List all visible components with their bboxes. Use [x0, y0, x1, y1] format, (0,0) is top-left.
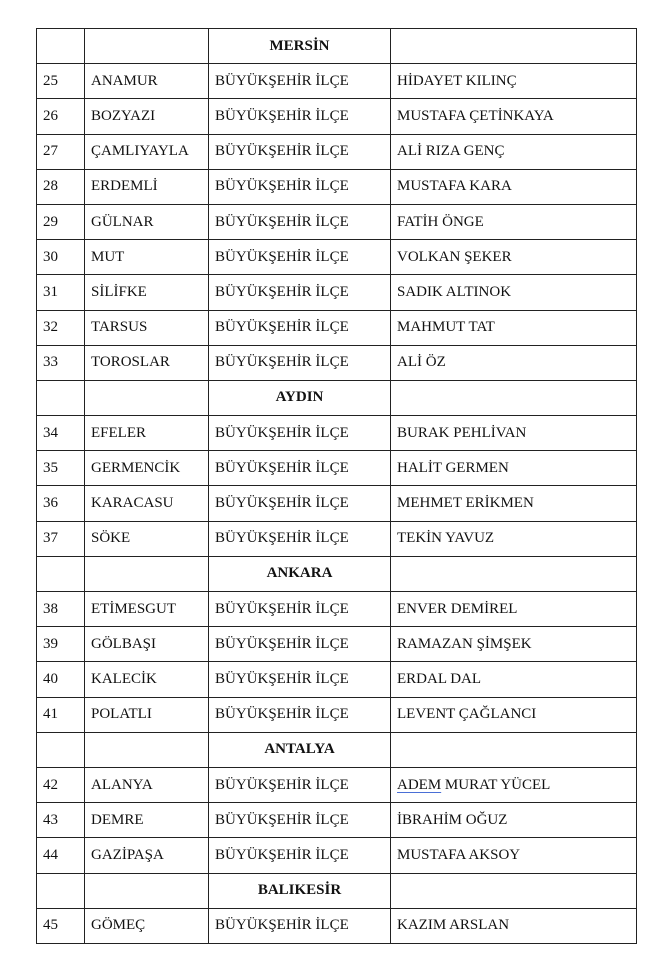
municipality-type: BÜYÜKŞEHİR İLÇE	[209, 64, 391, 99]
municipality-type: BÜYÜKŞEHİR İLÇE	[209, 345, 391, 380]
row-number: 27	[37, 134, 85, 169]
row-number: 32	[37, 310, 85, 345]
empty-cell	[85, 29, 209, 64]
municipality-type: BÜYÜKŞEHİR İLÇE	[209, 697, 391, 732]
municipality-type: BÜYÜKŞEHİR İLÇE	[209, 240, 391, 275]
district-name: GÖMEÇ	[85, 908, 209, 943]
row-number: 37	[37, 521, 85, 556]
table-row	[37, 662, 637, 697]
empty-cell	[85, 732, 209, 767]
municipality-type: BÜYÜKŞEHİR İLÇE	[209, 169, 391, 204]
district-name: EFELER	[85, 416, 209, 451]
empty-cell	[37, 380, 85, 415]
row-number: 39	[37, 627, 85, 662]
candidate-table	[36, 28, 637, 944]
table-row	[37, 908, 637, 943]
province-header-row	[37, 29, 637, 64]
candidate-name: ALİ ÖZ	[391, 345, 637, 380]
table-row	[37, 134, 637, 169]
candidate-table-body	[37, 29, 637, 944]
province-name: MERSİN	[209, 29, 391, 64]
district-name: KALECİK	[85, 662, 209, 697]
candidate-name: BURAK PEHLİVAN	[391, 416, 637, 451]
row-number: 33	[37, 345, 85, 380]
row-number: 41	[37, 697, 85, 732]
table-row	[37, 310, 637, 345]
municipality-type: BÜYÜKŞEHİR İLÇE	[209, 592, 391, 627]
table-row	[37, 486, 637, 521]
candidate-name: KAZIM ARSLAN	[391, 908, 637, 943]
table-row	[37, 416, 637, 451]
district-name: ERDEMLİ	[85, 169, 209, 204]
document-page	[36, 28, 636, 944]
district-name: TOROSLAR	[85, 345, 209, 380]
empty-cell	[37, 556, 85, 591]
district-name: MUT	[85, 240, 209, 275]
candidate-name: MEHMET ERİKMEN	[391, 486, 637, 521]
district-name: DEMRE	[85, 803, 209, 838]
table-row	[37, 240, 637, 275]
candidate-name-rest: MURAT YÜCEL	[441, 776, 551, 793]
empty-cell	[391, 873, 637, 908]
district-name: KARACASU	[85, 486, 209, 521]
district-name: ETİMESGUT	[85, 592, 209, 627]
municipality-type: BÜYÜKŞEHİR İLÇE	[209, 838, 391, 873]
candidate-name: HALİT GERMEN	[391, 451, 637, 486]
municipality-type: BÜYÜKŞEHİR İLÇE	[209, 486, 391, 521]
row-number: 35	[37, 451, 85, 486]
municipality-type: BÜYÜKŞEHİR İLÇE	[209, 310, 391, 345]
municipality-type: BÜYÜKŞEHİR İLÇE	[209, 803, 391, 838]
candidate-name: ENVER DEMİREL	[391, 592, 637, 627]
province-header-row	[37, 732, 637, 767]
table-row	[37, 521, 637, 556]
municipality-type: BÜYÜKŞEHİR İLÇE	[209, 204, 391, 239]
candidate-name: LEVENT ÇAĞLANCI	[391, 697, 637, 732]
municipality-type: BÜYÜKŞEHİR İLÇE	[209, 134, 391, 169]
province-name: ANKARA	[209, 556, 391, 591]
candidate-name: ERDAL DAL	[391, 662, 637, 697]
municipality-type: BÜYÜKŞEHİR İLÇE	[209, 99, 391, 134]
municipality-type: BÜYÜKŞEHİR İLÇE	[209, 275, 391, 310]
row-number: 42	[37, 767, 85, 802]
province-header-row	[37, 380, 637, 415]
empty-cell	[37, 732, 85, 767]
district-name: SÖKE	[85, 521, 209, 556]
table-row	[37, 803, 637, 838]
row-number: 25	[37, 64, 85, 99]
municipality-type: BÜYÜKŞEHİR İLÇE	[209, 627, 391, 662]
municipality-type: BÜYÜKŞEHİR İLÇE	[209, 521, 391, 556]
table-row	[37, 64, 637, 99]
row-number: 30	[37, 240, 85, 275]
table-row	[37, 99, 637, 134]
district-name: GÖLBAŞI	[85, 627, 209, 662]
empty-cell	[37, 873, 85, 908]
row-number: 34	[37, 416, 85, 451]
row-number: 29	[37, 204, 85, 239]
candidate-name: VOLKAN ŞEKER	[391, 240, 637, 275]
district-name: GÜLNAR	[85, 204, 209, 239]
table-row	[37, 627, 637, 662]
table-row	[37, 204, 637, 239]
municipality-type: BÜYÜKŞEHİR İLÇE	[209, 451, 391, 486]
row-number: 40	[37, 662, 85, 697]
candidate-name: MUSTAFA ÇETİNKAYA	[391, 99, 637, 134]
district-name: GERMENCİK	[85, 451, 209, 486]
municipality-type: BÜYÜKŞEHİR İLÇE	[209, 908, 391, 943]
table-row	[37, 767, 637, 802]
table-row	[37, 592, 637, 627]
empty-cell	[391, 380, 637, 415]
row-number: 36	[37, 486, 85, 521]
row-number: 44	[37, 838, 85, 873]
table-row	[37, 169, 637, 204]
table-row	[37, 345, 637, 380]
empty-cell	[85, 556, 209, 591]
candidate-name: SADIK ALTINOK	[391, 275, 637, 310]
province-name: AYDIN	[209, 380, 391, 415]
row-number: 38	[37, 592, 85, 627]
row-number: 28	[37, 169, 85, 204]
district-name: ALANYA	[85, 767, 209, 802]
district-name: ANAMUR	[85, 64, 209, 99]
row-number: 26	[37, 99, 85, 134]
candidate-name-spellcheck-part: ADEM	[397, 776, 442, 793]
empty-cell	[391, 29, 637, 64]
municipality-type: BÜYÜKŞEHİR İLÇE	[209, 662, 391, 697]
candidate-name: HİDAYET KILINÇ	[391, 64, 637, 99]
municipality-type: BÜYÜKŞEHİR İLÇE	[209, 767, 391, 802]
province-name: ANTALYA	[209, 732, 391, 767]
empty-cell	[391, 732, 637, 767]
candidate-name: RAMAZAN ŞİMŞEK	[391, 627, 637, 662]
table-row	[37, 697, 637, 732]
candidate-name: TEKİN YAVUZ	[391, 521, 637, 556]
province-header-row	[37, 873, 637, 908]
table-row	[37, 838, 637, 873]
candidate-name: İBRAHİM OĞUZ	[391, 803, 637, 838]
empty-cell	[85, 873, 209, 908]
province-header-row	[37, 556, 637, 591]
candidate-name: MUSTAFA AKSOY	[391, 838, 637, 873]
empty-cell	[391, 556, 637, 591]
district-name: SİLİFKE	[85, 275, 209, 310]
district-name: GAZİPAŞA	[85, 838, 209, 873]
province-name: BALIKESİR	[209, 873, 391, 908]
candidate-name: MUSTAFA KARA	[391, 169, 637, 204]
candidate-name: MAHMUT TAT	[391, 310, 637, 345]
empty-cell	[37, 29, 85, 64]
row-number: 31	[37, 275, 85, 310]
row-number: 43	[37, 803, 85, 838]
candidate-name	[391, 767, 637, 802]
candidate-name: FATİH ÖNGE	[391, 204, 637, 239]
empty-cell	[85, 380, 209, 415]
district-name: BOZYAZI	[85, 99, 209, 134]
table-row	[37, 275, 637, 310]
district-name: ÇAMLIYAYLA	[85, 134, 209, 169]
candidate-name: ALİ RIZA GENÇ	[391, 134, 637, 169]
district-name: TARSUS	[85, 310, 209, 345]
row-number: 45	[37, 908, 85, 943]
table-row	[37, 451, 637, 486]
district-name: POLATLI	[85, 697, 209, 732]
municipality-type: BÜYÜKŞEHİR İLÇE	[209, 416, 391, 451]
